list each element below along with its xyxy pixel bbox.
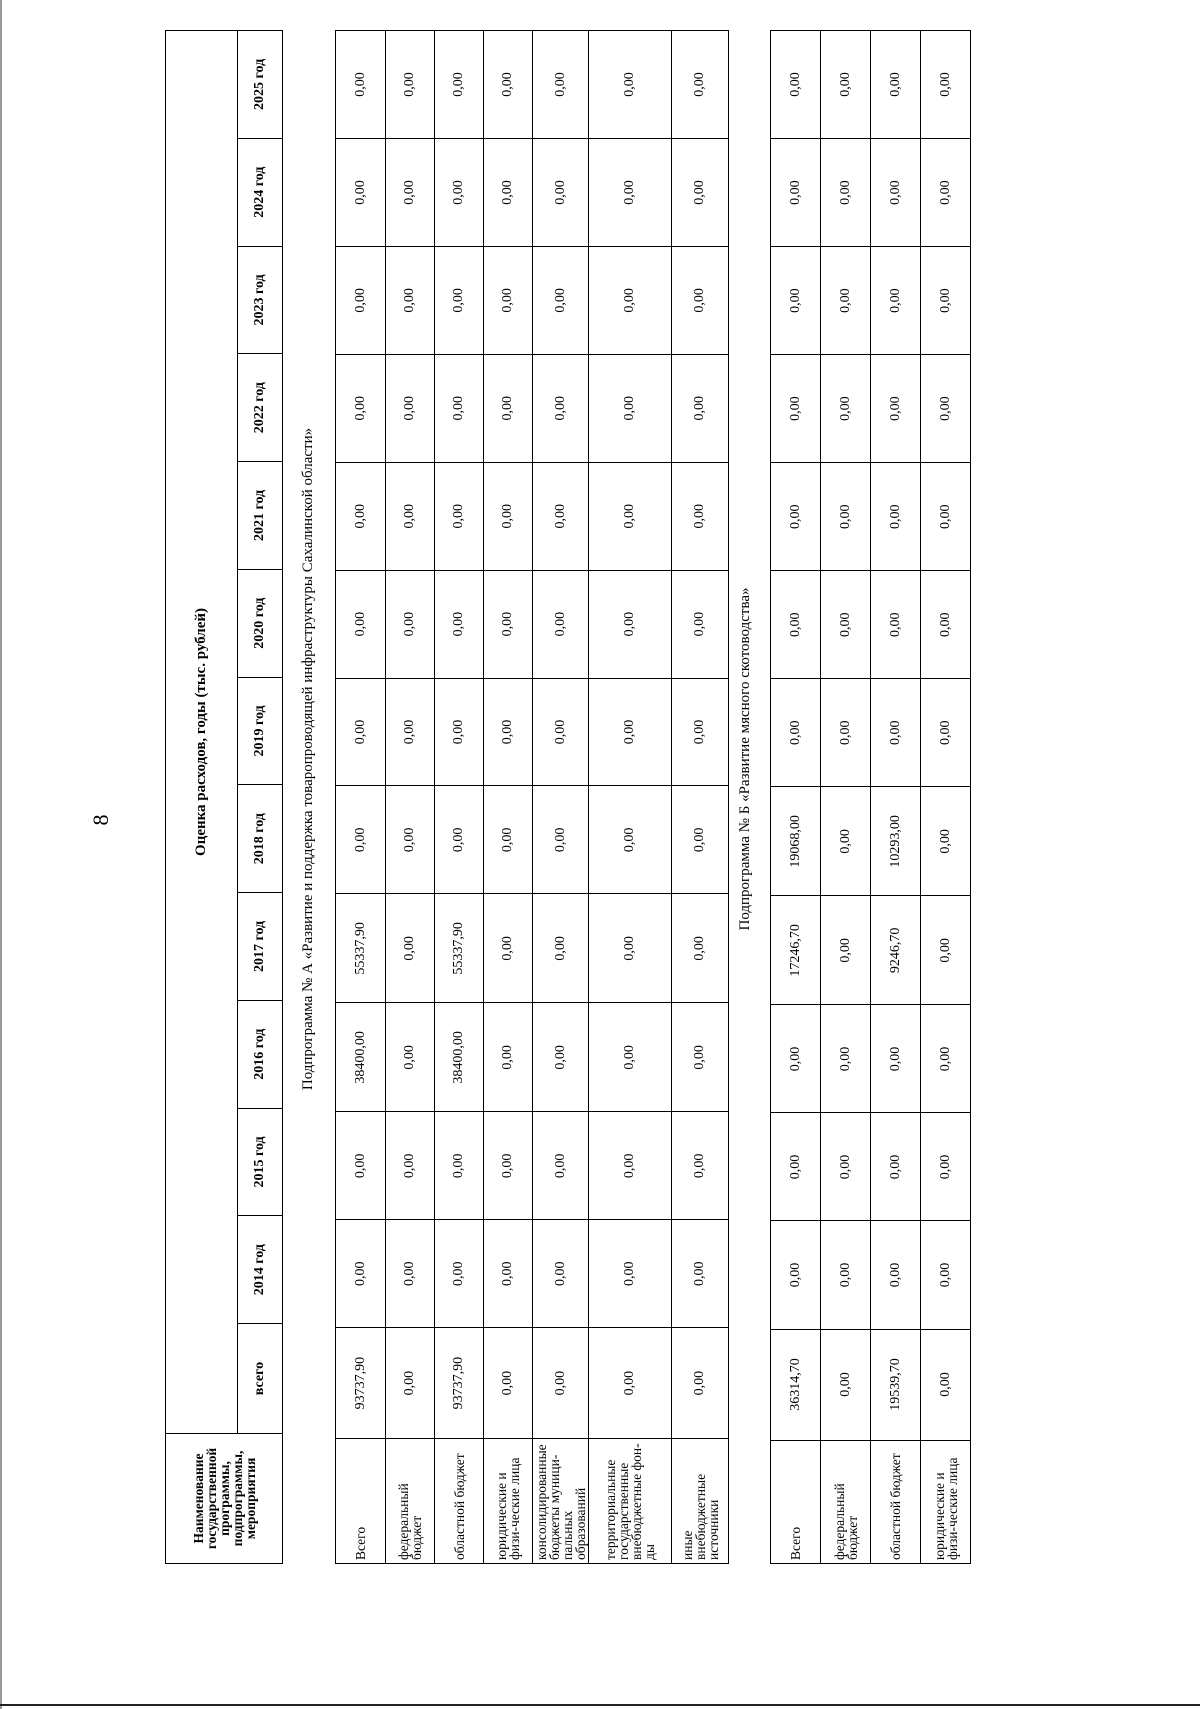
value-cell: 0,00 — [672, 1220, 729, 1328]
year-header: 2016 год — [238, 1000, 283, 1108]
value-cell: 0,00 — [871, 1005, 921, 1113]
value-cell: 0,00 — [821, 31, 871, 139]
value-cell: 0,00 — [921, 1329, 971, 1440]
value-cell: 0,00 — [672, 31, 729, 139]
value-cell: 0,00 — [386, 786, 435, 894]
value-cell: 0,00 — [771, 31, 821, 139]
value-cell: 0,00 — [386, 678, 435, 786]
value-cell: 0,00 — [921, 31, 971, 139]
value-cell: 0,00 — [386, 354, 435, 462]
value-cell: 0,00 — [821, 247, 871, 355]
value-cell: 0,00 — [533, 31, 589, 139]
value-cell: 0,00 — [589, 1220, 672, 1328]
value-cell: 0,00 — [871, 679, 921, 787]
value-cell: 0,00 — [771, 679, 821, 787]
value-cell: 0,00 — [821, 679, 871, 787]
row-label: Всего — [336, 1439, 386, 1564]
estimate-header: Оценка расходов, годы (тыс. рублей) — [166, 31, 238, 1434]
value-cell: 0,00 — [533, 1112, 589, 1220]
value-cell: 0,00 — [921, 896, 971, 1005]
value-cell: 0,00 — [871, 1113, 921, 1221]
value-cell: 0,00 — [484, 786, 533, 894]
value-cell: 0,00 — [533, 894, 589, 1003]
value-cell: 0,00 — [484, 894, 533, 1003]
page-number: 8 — [88, 814, 113, 826]
value-cell: 10293,00 — [871, 787, 921, 896]
value-cell: 0,00 — [435, 246, 484, 354]
value-cell: 0,00 — [589, 246, 672, 354]
value-cell: 0,00 — [672, 354, 729, 462]
subprogram-a-table — [335, 30, 729, 1564]
table-row — [672, 31, 729, 1564]
year-header: 2022 год — [238, 354, 283, 462]
year-header-row — [238, 31, 283, 1564]
value-cell: 0,00 — [921, 679, 971, 787]
value-cell: 0,00 — [386, 462, 435, 570]
value-cell: 0,00 — [484, 354, 533, 462]
value-cell: 0,00 — [921, 355, 971, 463]
value-cell: 0,00 — [821, 787, 871, 896]
value-cell: 0,00 — [871, 1221, 921, 1329]
value-cell: 0,00 — [435, 1220, 484, 1328]
value-cell: 0,00 — [589, 139, 672, 247]
value-cell: 0,00 — [821, 1005, 871, 1113]
row-label: Всего — [771, 1440, 821, 1563]
value-cell: 0,00 — [435, 678, 484, 786]
value-cell: 19068,00 — [771, 787, 821, 896]
value-cell: 0,00 — [771, 247, 821, 355]
value-cell: 0,00 — [386, 139, 435, 247]
year-header: 2024 год — [238, 138, 283, 246]
subprogram-b-table — [770, 30, 971, 1564]
row-label: юридические и физи-ческие лица — [921, 1440, 971, 1563]
value-cell: 0,00 — [484, 139, 533, 247]
value-cell: 0,00 — [871, 31, 921, 139]
value-cell: 0,00 — [386, 1220, 435, 1328]
value-cell: 0,00 — [336, 139, 386, 247]
value-cell: 0,00 — [533, 1328, 589, 1439]
value-cell: 0,00 — [484, 1328, 533, 1439]
value-cell: 0,00 — [533, 678, 589, 786]
value-cell: 0,00 — [672, 570, 729, 678]
year-header: 2020 год — [238, 569, 283, 677]
header-table — [165, 30, 283, 1564]
value-cell: 0,00 — [821, 355, 871, 463]
value-cell: 0,00 — [589, 1328, 672, 1439]
table-row — [589, 31, 672, 1564]
value-cell: 0,00 — [871, 463, 921, 571]
value-cell: 0,00 — [871, 139, 921, 247]
row-label: юридические и физи-ческие лица — [484, 1439, 533, 1564]
year-header: 2015 год — [238, 1108, 283, 1216]
value-cell: 0,00 — [821, 463, 871, 571]
row-label: областной бюджет — [871, 1440, 921, 1563]
value-cell: 0,00 — [589, 31, 672, 139]
value-cell: 17246,70 — [771, 896, 821, 1005]
value-cell: 0,00 — [386, 894, 435, 1003]
value-cell: 0,00 — [921, 1221, 971, 1329]
value-cell: 0,00 — [821, 1221, 871, 1329]
value-cell: 0,00 — [386, 1328, 435, 1439]
value-cell: 93737,90 — [435, 1328, 484, 1439]
value-cell: 0,00 — [672, 246, 729, 354]
value-cell: 0,00 — [484, 678, 533, 786]
value-cell: 0,00 — [484, 570, 533, 678]
table-row — [821, 31, 871, 1564]
value-cell: 0,00 — [386, 1003, 435, 1112]
value-cell: 0,00 — [484, 246, 533, 354]
row-label: областной бюджет — [435, 1439, 484, 1564]
value-cell: 0,00 — [921, 139, 971, 247]
value-cell: 0,00 — [821, 1329, 871, 1440]
value-cell: 0,00 — [336, 1112, 386, 1220]
value-cell: 0,00 — [533, 462, 589, 570]
value-cell: 0,00 — [672, 139, 729, 247]
value-cell: 0,00 — [484, 1220, 533, 1328]
value-cell: 0,00 — [921, 463, 971, 571]
value-cell: 0,00 — [871, 355, 921, 463]
value-cell: 0,00 — [921, 787, 971, 896]
value-cell: 0,00 — [871, 571, 921, 679]
year-header: 2023 год — [238, 246, 283, 354]
value-cell: 9246,70 — [871, 896, 921, 1005]
value-cell: 0,00 — [589, 678, 672, 786]
value-cell: 0,00 — [771, 1113, 821, 1221]
value-cell: 0,00 — [336, 786, 386, 894]
row-label: иные внебюджетные источники — [672, 1439, 729, 1564]
value-cell: 0,00 — [435, 1112, 484, 1220]
value-cell: 0,00 — [672, 1112, 729, 1220]
value-cell: 0,00 — [336, 1220, 386, 1328]
row-label: территориальные государственные внебюджетные фон-ды — [589, 1439, 672, 1564]
value-cell: 36314,70 — [771, 1329, 821, 1440]
table-row — [484, 31, 533, 1564]
value-cell: 0,00 — [589, 1003, 672, 1112]
value-cell: 0,00 — [386, 31, 435, 139]
table-row — [771, 31, 821, 1564]
value-cell: 0,00 — [821, 571, 871, 679]
row-label: федеральный бюджет — [386, 1439, 435, 1564]
value-cell: 0,00 — [533, 354, 589, 462]
value-cell: 0,00 — [336, 31, 386, 139]
value-cell: 0,00 — [336, 246, 386, 354]
value-cell: 0,00 — [771, 1005, 821, 1113]
value-cell: 0,00 — [533, 246, 589, 354]
value-cell: 0,00 — [871, 247, 921, 355]
value-cell: 0,00 — [533, 786, 589, 894]
subprogram-b-title: Подпрограмма № Б «Развитие мясного скотоводства» — [737, 587, 753, 931]
table-row — [435, 31, 484, 1564]
year-header: 2018 год — [238, 785, 283, 893]
row-label: консолидированные бюджеты муници-пальных образований — [533, 1439, 589, 1564]
scan-bottom-edge — [0, 1704, 1200, 1706]
value-cell: 0,00 — [921, 247, 971, 355]
value-cell: 0,00 — [771, 139, 821, 247]
table-row — [533, 31, 589, 1564]
value-cell: 0,00 — [484, 31, 533, 139]
value-cell: 0,00 — [589, 354, 672, 462]
value-cell: 0,00 — [533, 570, 589, 678]
value-cell: 0,00 — [821, 1113, 871, 1221]
value-cell: 0,00 — [921, 1113, 971, 1221]
value-cell: 0,00 — [589, 462, 672, 570]
value-cell: 0,00 — [771, 1221, 821, 1329]
value-cell: 0,00 — [672, 894, 729, 1003]
value-cell: 0,00 — [435, 31, 484, 139]
subprogram-a-title: Подпрограмма № А «Развитие и поддержка товаропроводящей инфраструктуры Сахалинской области» — [300, 427, 316, 1091]
value-cell: 0,00 — [672, 678, 729, 786]
value-cell: 0,00 — [672, 462, 729, 570]
value-cell: 0,00 — [386, 246, 435, 354]
value-cell: 55337,90 — [336, 894, 386, 1003]
value-cell: 0,00 — [672, 1328, 729, 1439]
value-cell: 0,00 — [821, 139, 871, 247]
table-row — [386, 31, 435, 1564]
value-cell: 55337,90 — [435, 894, 484, 1003]
value-cell: 0,00 — [435, 139, 484, 247]
value-cell: 0,00 — [435, 462, 484, 570]
value-cell: 0,00 — [533, 1220, 589, 1328]
table-row — [921, 31, 971, 1564]
value-cell: 0,00 — [533, 1003, 589, 1112]
value-cell: 0,00 — [484, 462, 533, 570]
name-column-header: Наименование государственной программы, подпрограммы, мероприятия — [166, 1433, 283, 1563]
value-cell: 0,00 — [821, 896, 871, 1005]
value-cell: 38400,00 — [336, 1003, 386, 1112]
year-header: всего — [238, 1324, 283, 1434]
value-cell: 93737,90 — [336, 1328, 386, 1439]
value-cell: 0,00 — [589, 570, 672, 678]
value-cell: 0,00 — [672, 1003, 729, 1112]
value-cell: 0,00 — [484, 1003, 533, 1112]
value-cell: 0,00 — [921, 571, 971, 679]
row-label: федеральный бюджет — [821, 1440, 871, 1563]
value-cell: 0,00 — [336, 570, 386, 678]
value-cell: 0,00 — [435, 354, 484, 462]
value-cell: 0,00 — [589, 786, 672, 894]
value-cell: 38400,00 — [435, 1003, 484, 1112]
table-row — [336, 31, 386, 1564]
value-cell: 0,00 — [589, 894, 672, 1003]
value-cell: 0,00 — [672, 786, 729, 894]
year-header: 2021 год — [238, 462, 283, 570]
value-cell: 0,00 — [771, 571, 821, 679]
value-cell: 0,00 — [771, 463, 821, 571]
value-cell: 0,00 — [921, 1005, 971, 1113]
value-cell: 0,00 — [336, 678, 386, 786]
value-cell: 0,00 — [386, 1112, 435, 1220]
table-row — [871, 31, 921, 1564]
year-header: 2019 год — [238, 677, 283, 785]
value-cell: 0,00 — [435, 786, 484, 894]
value-cell: 0,00 — [589, 1112, 672, 1220]
value-cell: 0,00 — [771, 355, 821, 463]
year-header: 2025 год — [238, 31, 283, 139]
value-cell: 0,00 — [336, 462, 386, 570]
year-header: 2017 год — [238, 893, 283, 1001]
value-cell: 19539,70 — [871, 1329, 921, 1440]
value-cell: 0,00 — [386, 570, 435, 678]
value-cell: 0,00 — [533, 139, 589, 247]
value-cell: 0,00 — [336, 354, 386, 462]
year-header: 2014 год — [238, 1216, 283, 1324]
value-cell: 0,00 — [484, 1112, 533, 1220]
value-cell: 0,00 — [435, 570, 484, 678]
